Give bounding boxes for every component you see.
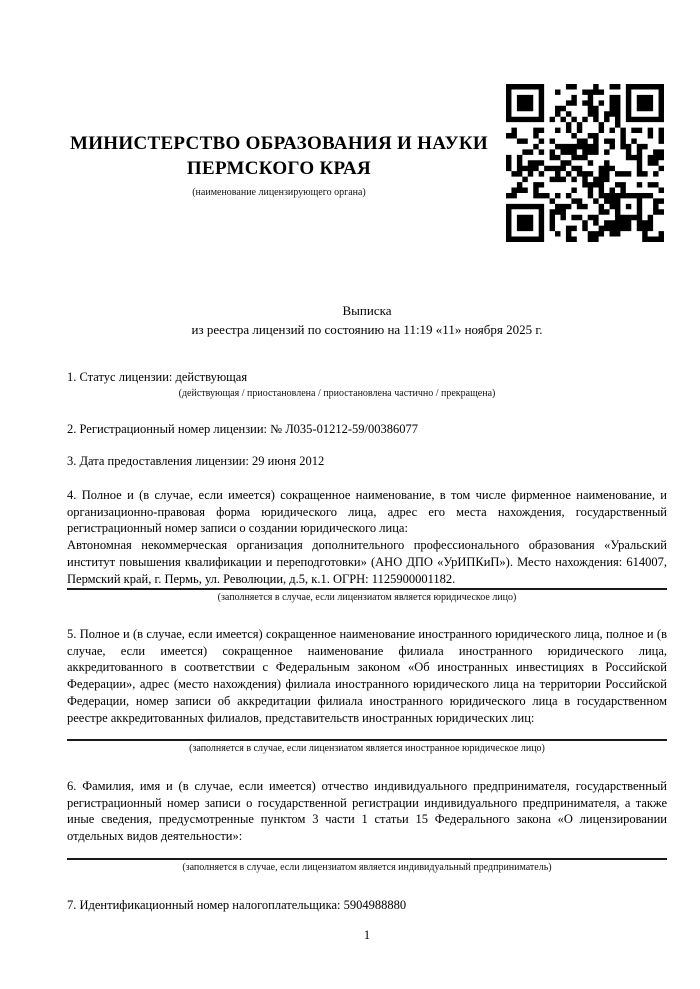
individual-entrepreneur-prompt: 6. Фамилия, имя и (в случае, если имеется) отчество индивидуального предпринимателя, государственный регистрационный номер записи о государственной регистрации индивидуального предпринимателя, а также иные сведения, предусмотренные пунктом 3 части 1 статьи 15 Федерального закона «О лицензировании отдельных видов деятельности»:	[67, 779, 667, 844]
document-title	[67, 302, 667, 339]
page-number: 1	[363, 928, 371, 942]
individual-entrepreneur-caption: (заполняется в случае, если лицензиатом является индивидуальный предприниматель)	[182, 861, 552, 873]
license-status-options-caption: (действующая / приостановлена / приостановлена частично / прекращена)	[178, 387, 496, 399]
legal-entity-caption: (заполняется в случае, если лицензиатом является юридическое лицо)	[217, 592, 517, 604]
foreign-entity-caption: (заполняется в случае, если лицензиатом является иностранное юридическое лицо)	[189, 743, 545, 755]
section-license-grant-date	[67, 453, 667, 470]
qr-code	[506, 84, 664, 242]
section-individual-entrepreneur	[67, 778, 667, 874]
taxpayer-number-text: 7. Идентификационный номер налогоплательщика: 5904988880	[67, 898, 407, 912]
document-title-line2: из реестра лицензий по состоянию на 11:19 «11» ноября 2025 г.	[191, 321, 543, 337]
section-foreign-entity	[67, 626, 667, 756]
foreign-entity-prompt: 5. Полное и (в случае, если имеется) сокращенное наименование иностранного юридического лица, полное и (в случае, если имеется) сокращенное наименование филиала иностранного юридического лица, аккредитованного в соответствии с Федеральным законом «Об иностранных инвестициях в Российской Федерации», адрес (место нахождения) филиала иностранного юридического лица на территории Российской Федерации, номер записи об аккредитации филиала иностранного юридического лица в государственном реестре аккредитованных филиалов, представительств иностранных юридических лиц:	[67, 627, 667, 725]
section-license-status	[67, 369, 667, 400]
ministry-caption: (наименование лицензирующего органа)	[192, 187, 366, 198]
section-legal-entity	[67, 487, 667, 605]
ministry-header	[67, 131, 491, 199]
legal-entity-value: Автономная некоммерческая организация дополнительного профессионального образования «Уральский институт повышения квалификации и переподготовки» (АНО ДПО «УрИПКиП»). Место нахождения: 614007, Пермский край, г. Пермь, ул. Революции, д.5, к.1. ОГРН: 1125900001182.	[67, 538, 667, 586]
document-title-line1: Выписка	[342, 303, 392, 318]
foreign-entity-rule	[67, 739, 667, 741]
section-taxpayer-number	[67, 897, 667, 914]
license-status-text: 1. Статус лицензии: действующая	[67, 370, 248, 384]
legal-entity-prompt: 4. Полное и (в случае, если имеется) сокращенное наименование, в том числе фирменное наименование, и организационно-правовая форма юридического лица, адрес его места нахождения, государственный регистрационный номер записи о создании юридического лица:	[67, 488, 667, 536]
license-grant-date-text: 3. Дата предоставления лицензии: 29 июня 2012	[67, 454, 325, 468]
ministry-name-line2: ПЕРМСКОГО КРАЯ	[186, 158, 372, 179]
qr-code-image	[506, 84, 664, 242]
legal-entity-rule	[67, 588, 667, 590]
registration-number-text: 2. Регистрационный номер лицензии: № Л035-01212-59/00386077	[67, 422, 418, 436]
ministry-name-line1: МИНИСТЕРСТВО ОБРАЗОВАНИЯ И НАУКИ	[69, 133, 489, 154]
section-registration-number	[67, 421, 667, 438]
individual-entrepreneur-rule	[67, 858, 667, 860]
